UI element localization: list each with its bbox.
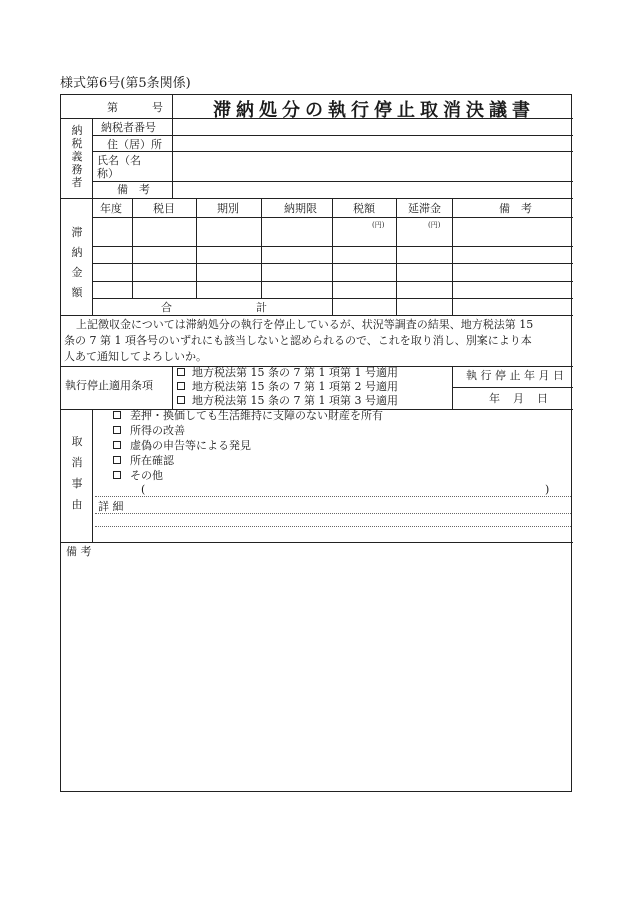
reason-option-4: 所在確認 — [130, 454, 174, 467]
total-label-left: 合 — [161, 301, 172, 314]
col-tax-amount: 税額 — [353, 202, 375, 215]
reason-option-1: 差押・換価しても生活維持に支障のない財産を所有 — [130, 409, 383, 422]
reason-checkbox-5[interactable] — [113, 471, 121, 479]
taxpayer-address-label: 住（居）所 — [107, 138, 162, 151]
statement-line-1: 上記徴収金については滞納処分の執行を停止しているが、状況等調査の結果、地方税法第 15 — [76, 318, 534, 331]
number-suffix: 号 — [152, 101, 163, 114]
stop-date-year: 年 — [489, 392, 500, 405]
reason-checkbox-2[interactable] — [113, 426, 121, 434]
clause-option-1: 地方税法第 15 条の 7 第 1 項第 1 号適用 — [192, 366, 398, 379]
unit-label-tax: (円) — [372, 221, 385, 229]
col-late-fee: 延滞金 — [408, 202, 441, 215]
reasons-group-label: 取消事由 — [71, 435, 83, 511]
detail-label: 詳 細 — [98, 500, 124, 513]
arrears-group-label: 滞納金額 — [71, 226, 83, 299]
clause-option-3: 地方税法第 15 条の 7 第 1 項第 3 号適用 — [192, 394, 398, 407]
taxpayer-name-label-1: 氏名（名 — [97, 154, 141, 167]
total-label-right: 計 — [256, 301, 267, 314]
statement-text — [64, 317, 570, 365]
reason-option-5: その他 — [130, 469, 163, 482]
clause-label: 執行停止適用条項 — [65, 379, 153, 392]
statement-line-2: 条の 7 第 1 項各号のいずれにも該当しないと認められるので、これを取り消し、別案により本 — [64, 334, 532, 347]
reason-checkbox-3[interactable] — [113, 441, 121, 449]
col-tax-item: 税目 — [153, 202, 175, 215]
clause-checkbox-2[interactable] — [177, 382, 185, 390]
stop-date-day: 日 — [537, 392, 548, 405]
clause-checkbox-3[interactable] — [177, 396, 185, 404]
form-number-label: 様式第6号(第5条関係) — [60, 76, 191, 91]
col-period: 期別 — [217, 202, 239, 215]
remarks-label: 備 考 — [66, 545, 92, 558]
other-paren-close: ) — [545, 483, 550, 496]
number-prefix: 第 — [107, 101, 118, 114]
clause-option-2: 地方税法第 15 条の 7 第 1 項第 2 号適用 — [192, 380, 398, 393]
col-due-date: 納期限 — [284, 202, 317, 215]
form-frame — [60, 94, 572, 792]
reason-checkbox-1[interactable] — [113, 411, 121, 419]
reason-option-3: 虚偽の申告等による発見 — [130, 439, 251, 452]
taxpayer-remarks-label: 備 考 — [117, 183, 150, 196]
reason-checkbox-4[interactable] — [113, 456, 121, 464]
taxpayer-group-label: 納税義務者 — [71, 124, 83, 189]
reason-option-2: 所得の改善 — [130, 424, 185, 437]
col-remarks: 備 考 — [499, 202, 532, 215]
taxpayer-name-label-2: 称） — [97, 167, 119, 180]
unit-label-late-fee: (円) — [428, 221, 441, 229]
document-title: 滞納処分の執行停止取消決議書 — [213, 100, 535, 121]
statement-line-3: 人あて通知してよろしいか。 — [64, 350, 207, 363]
stop-date-header: 執 行 停 止 年 月 日 — [466, 369, 564, 382]
other-paren-open: ( — [141, 483, 146, 496]
col-year: 年度 — [100, 202, 122, 215]
clause-checkbox-1[interactable] — [177, 368, 185, 376]
stop-date-month: 月 — [513, 392, 524, 405]
taxpayer-number-label: 納税者番号 — [101, 121, 156, 134]
